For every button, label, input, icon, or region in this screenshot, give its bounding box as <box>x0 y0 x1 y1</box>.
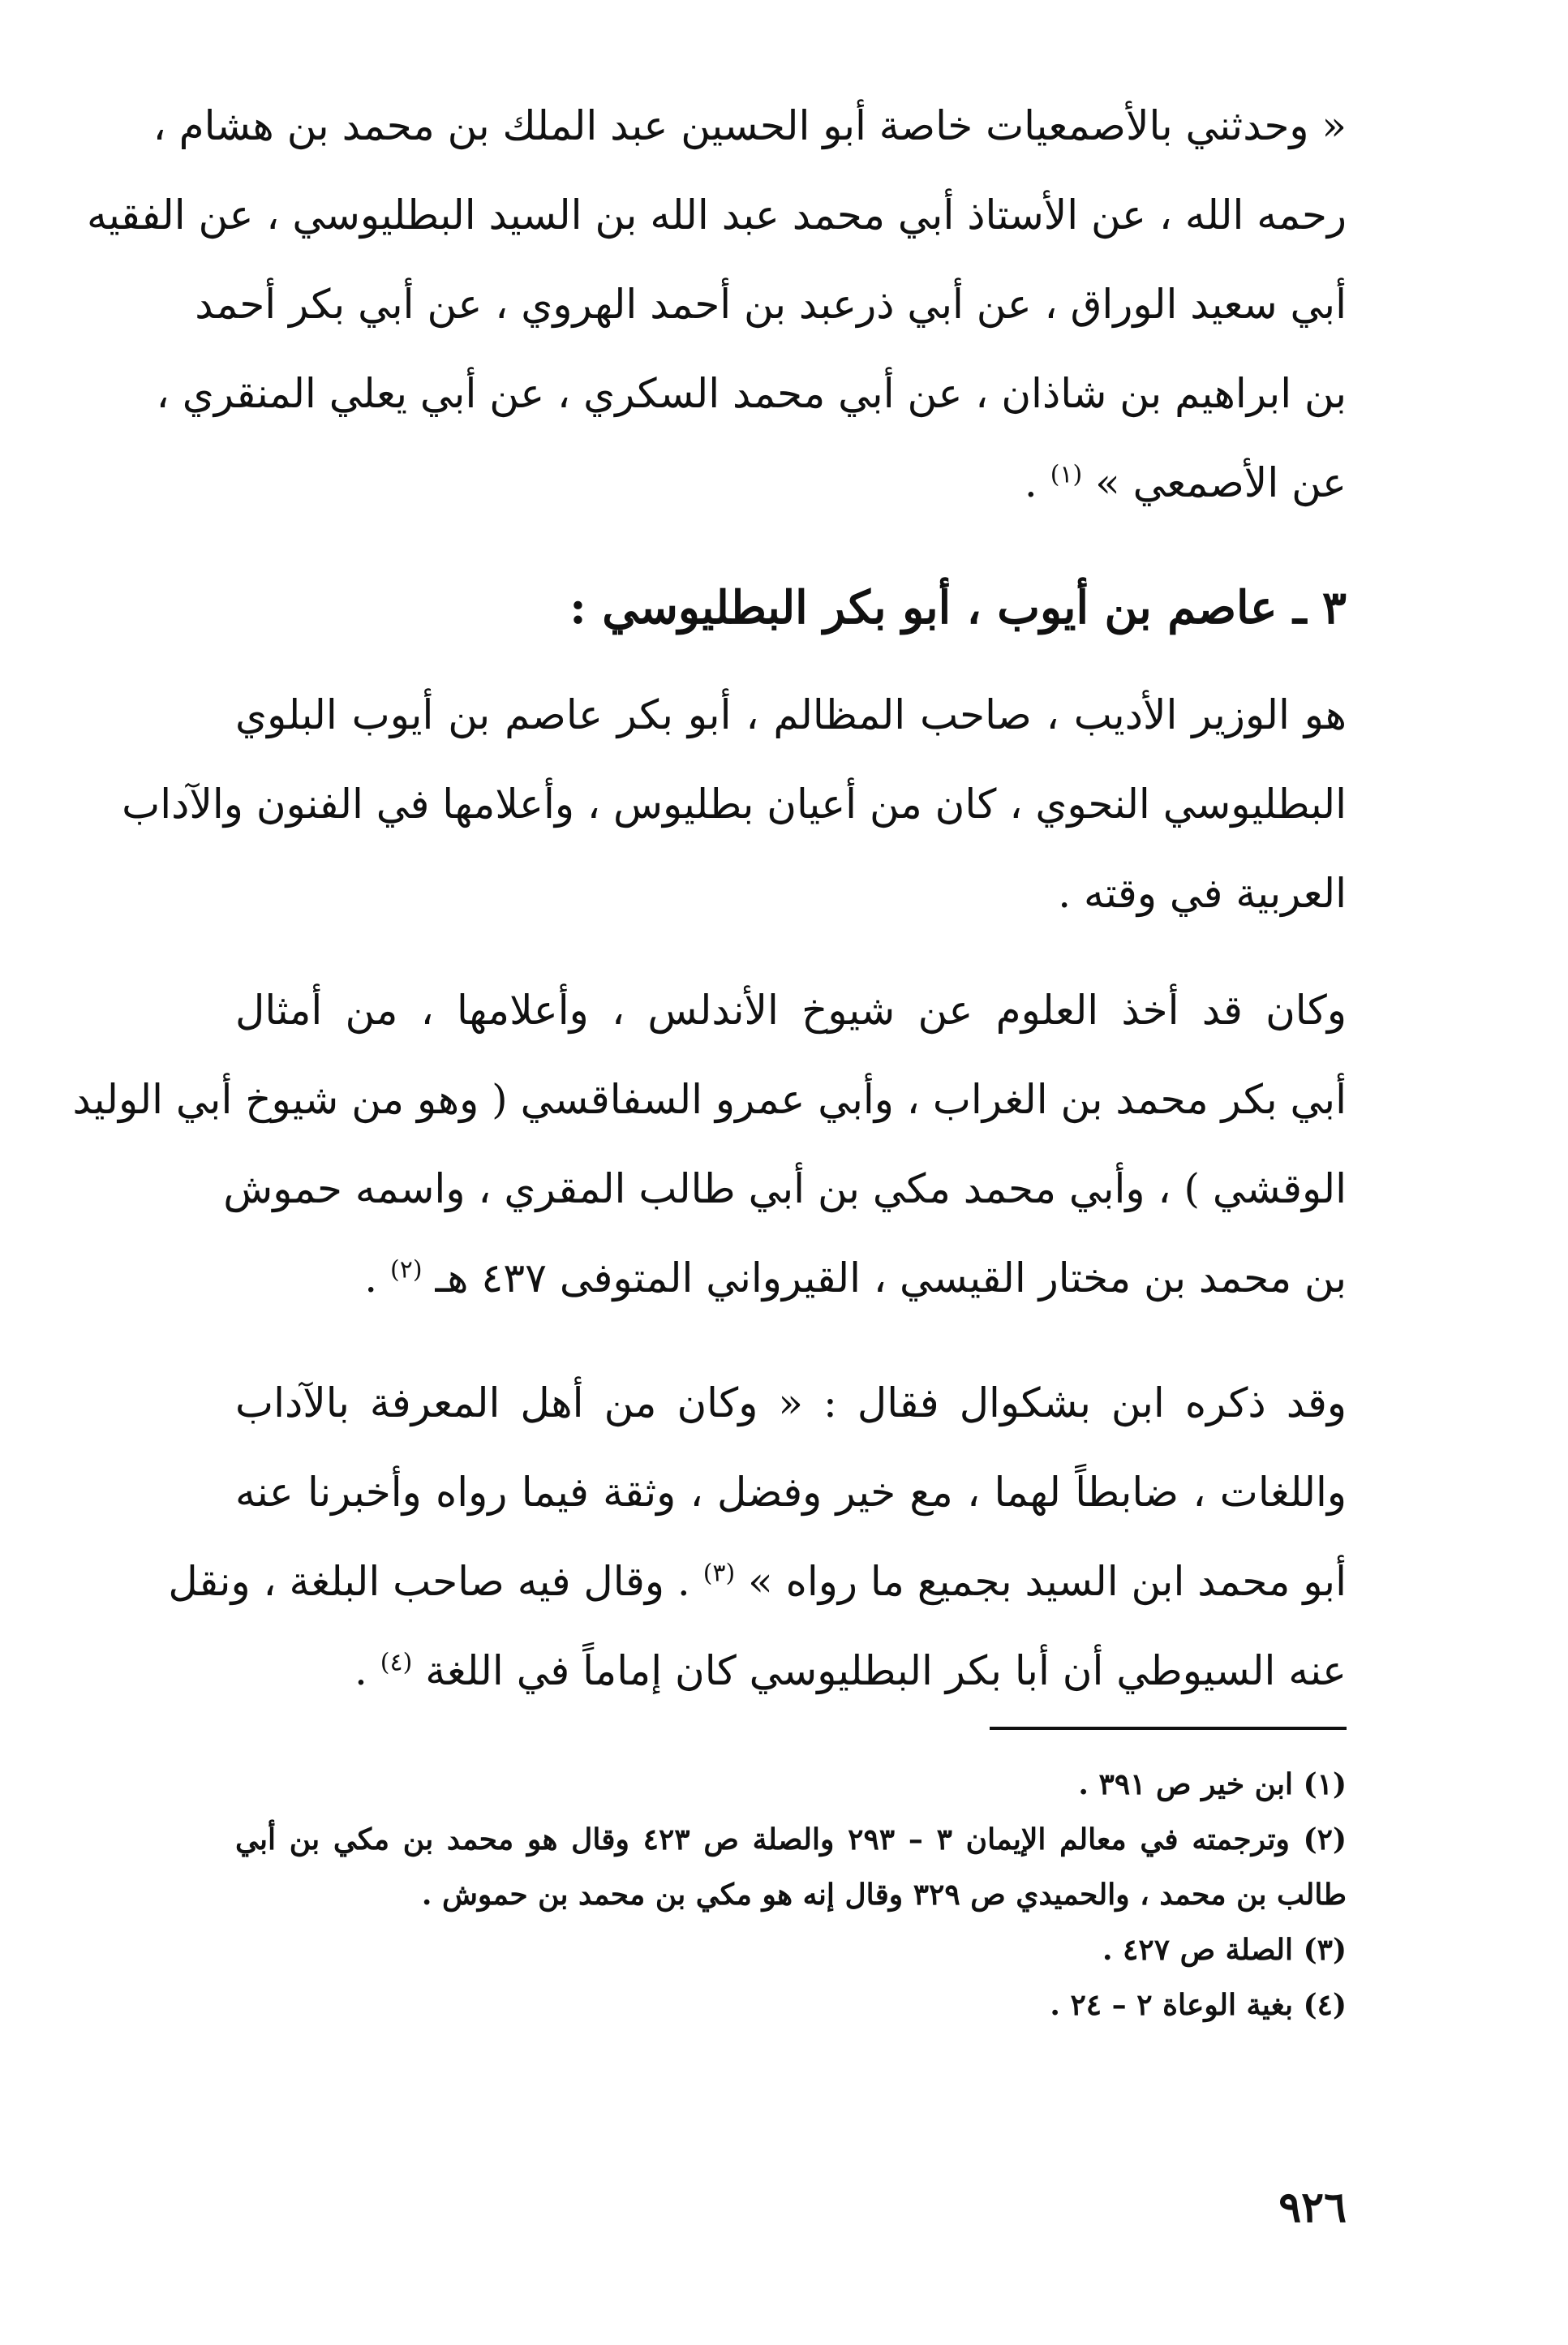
text-line: واللغات ، ضابطاً لهما ، مع خير وفضل ، وثقة فيما رواه وأخبرنا عنه <box>235 1469 1347 1516</box>
text-line: أبي سعيد الوراق ، عن أبي ذرعبد بن أحمد الهروي ، عن أبي بكر أحمد <box>195 281 1347 328</box>
text-line: « وحدثني بالأصمعيات خاصة أبو الحسين عبد الملك بن محمد بن هشام ، <box>153 102 1347 149</box>
paragraph-biography <box>122 670 1347 938</box>
text-line: الوقشي ) ، وأبي محمد مكي بن أبي طالب المقري ، واسمه حموش <box>223 1165 1347 1212</box>
text-fragment: . <box>1024 459 1050 506</box>
text-fragment: عن الأصمعي » <box>1095 459 1347 506</box>
text-line: وقد ذكره ابن بشكوال فقال : « وكان من أهل المعرفة بالآداب <box>235 1379 1347 1426</box>
paragraph-teachers <box>72 966 1347 1323</box>
text-line: بن ابراهيم بن شاذان ، عن أبي محمد السكري ، عن أبي يعلي المنقري ، <box>156 370 1347 417</box>
text-line <box>168 1537 1347 1626</box>
footnote-reference: (١) <box>1050 460 1083 489</box>
text-line: أبي بكر محمد بن الغراب ، وأبي عمرو السفاقسي ( وهو من شيوخ أبي الوليد <box>72 1076 1347 1123</box>
text-fragment: . <box>364 1254 391 1302</box>
footnote-reference: (٤) <box>380 1648 413 1677</box>
paragraph-testimony <box>168 1358 1347 1715</box>
paragraph-isnad <box>87 81 1347 527</box>
text-line: العربية في وقته . <box>1058 870 1347 917</box>
text-line: البطليوسي النحوي ، كان من أعيان بطليوس ، وأعلامها في الفنون والآداب <box>122 781 1347 828</box>
text-line <box>235 1626 1347 1715</box>
section-heading: ٣ ـ عاصم بن أيوب ، أبو بكر البطليوسي : <box>569 581 1347 635</box>
text-line: رحمه الله ، عن الأستاذ أبي محمد عبد الله بن السيد البطليوسي ، عن الفقيه <box>87 191 1347 239</box>
book-page <box>72 81 1347 2272</box>
text-fragment: بن محمد بن مختار القيسي ، القيرواني المتوفى ٤٣٧ هـ <box>435 1254 1347 1302</box>
footnote-reference: (٣) <box>702 1559 736 1588</box>
footnote: (٤) بغية الوعاة ٢ – ٢٤ . <box>1050 1988 1347 2022</box>
text-line: وكان قد أخذ العلوم عن شيوخ الأندلس ، وأعلامها ، من أمثال <box>235 987 1347 1034</box>
page-number: ٩٢٦ <box>1278 2183 1347 2232</box>
text-fragment: عنه السيوطي أن أبا بكر البطليوسي كان إماماً في اللغة <box>425 1647 1347 1694</box>
footnote-divider <box>990 1727 1347 1730</box>
footnote-continuation: طالب بن محمد ، والحميدي ص ٣٢٩ وقال إنه هو مكي بن محمد بن حموش . <box>421 1878 1347 1912</box>
footnote: (٢) وترجمته في معالم الإيمان ٣ – ٢٩٣ والصلة ص ٤٢٣ وقال هو محمد بن مكي بن أبي <box>235 1822 1347 1857</box>
text-line: هو الوزير الأديب ، صاحب المظالم ، أبو بكر عاصم بن أيوب البلوي <box>235 691 1347 738</box>
text-fragment: . وقال فيه صاحب البلغة ، ونقل <box>168 1558 703 1605</box>
footnote: (٣) الصلة ص ٤٢٧ . <box>1102 1933 1347 1967</box>
text-line <box>235 438 1347 527</box>
text-fragment: . <box>354 1647 380 1694</box>
text-line <box>235 1233 1347 1323</box>
footnote: (١) ابن خير ص ٣٩١ . <box>1078 1767 1347 1801</box>
footnotes <box>235 1757 1347 2033</box>
text-fragment: أبو محمد ابن السيد بجميع ما رواه » <box>748 1558 1347 1605</box>
footnote-reference: (٢) <box>390 1255 423 1284</box>
